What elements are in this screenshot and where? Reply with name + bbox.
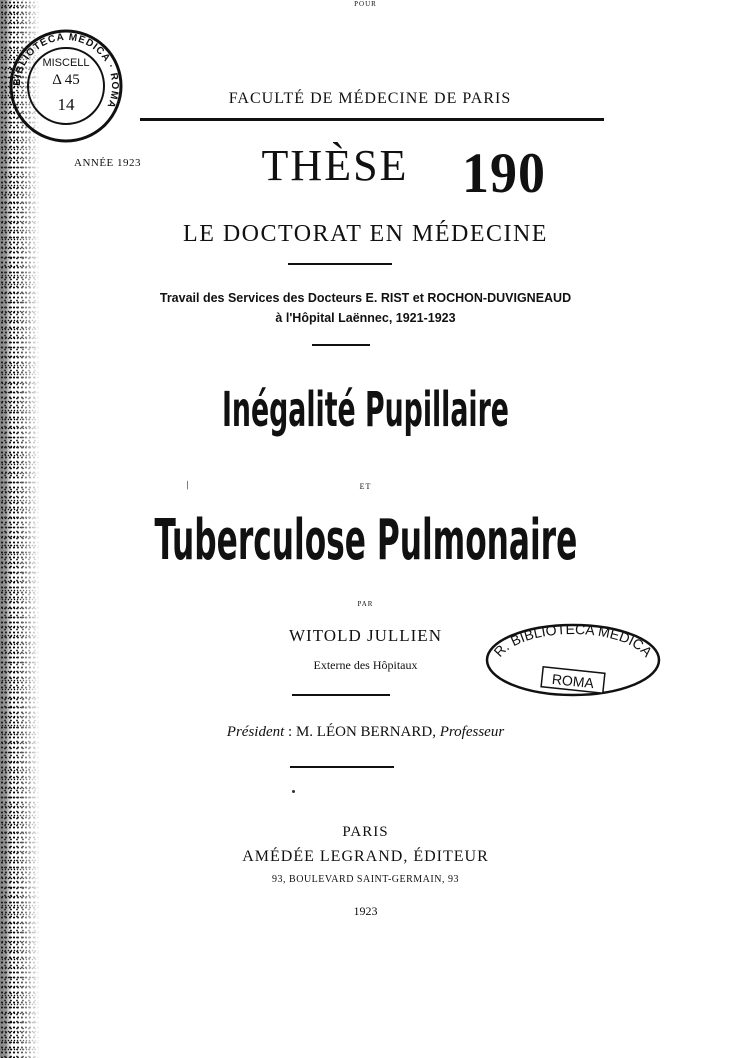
author-role: Externe des Hôpitaux <box>313 658 418 672</box>
divider-3 <box>292 694 390 696</box>
president-name: M. LÉON BERNARD, <box>295 724 436 740</box>
stamp-shelf: Δ 45 <box>52 72 80 88</box>
pour-word: POUR <box>354 0 377 8</box>
publisher-name: AMÉDÉE LEGRAND, ÉDITEUR <box>242 848 489 865</box>
thesis-number-stamp: 190 <box>462 141 546 205</box>
title-line-2-text: Tuberculose Pulmonaire <box>154 508 577 573</box>
these-heading: THÈSE <box>261 141 409 190</box>
divider-2 <box>312 344 370 346</box>
publication-year: 1923 <box>353 904 378 918</box>
doctorat-line: LE DOCTORAT EN MÉDECINE <box>183 221 548 247</box>
ink-speck <box>292 790 295 793</box>
oval-stamp-top-text: R. BIBLIOTECA MEDICA <box>490 622 656 660</box>
title-line-2 <box>0 508 731 573</box>
title-line-1 <box>0 382 731 438</box>
president-line <box>0 724 731 741</box>
faculty-line: FACULTÉ DE MÉDECINE DE PARIS <box>228 90 512 107</box>
president-title: Professeur <box>439 724 505 740</box>
publisher-city: PARIS <box>342 824 389 840</box>
pencil-mark: / <box>183 477 192 493</box>
travaux-line-2: à l'Hôpital Laënnec, 1921-1923 <box>275 311 456 325</box>
par-word: PAR <box>357 600 374 608</box>
stamp-ring-text: BIBLIOTECA MEDICA · ROMA <box>11 31 121 111</box>
president-label: Président <box>226 724 285 740</box>
title-line-1-text: Inégalité Pupillaire <box>221 382 509 438</box>
svg-text:R. BIBLIOTECA MEDICA <box>490 622 656 660</box>
year-label: ANNÉE 1923 <box>74 157 142 169</box>
travaux-line-1: Travail des Services des Docteurs E. RIST et ROCHON-DUVIGNEAUD <box>159 291 572 305</box>
author-name: WITOLD JULLIEN <box>289 626 442 645</box>
president-sep: : <box>284 724 296 740</box>
publisher-address: 93, BOULEVARD SAINT-GERMAIN, 93 <box>272 874 459 885</box>
divider-4 <box>290 766 394 768</box>
library-stamp-oval <box>484 622 662 698</box>
oval-stamp-bottom-text: ROMA <box>551 670 595 692</box>
header-rule <box>140 118 604 121</box>
stamp-label: MISCELL <box>42 57 90 69</box>
stamp-number: 14 <box>57 95 75 114</box>
et-word: ET <box>359 482 372 491</box>
library-stamp-top-left <box>8 28 124 144</box>
divider-1 <box>288 263 392 265</box>
